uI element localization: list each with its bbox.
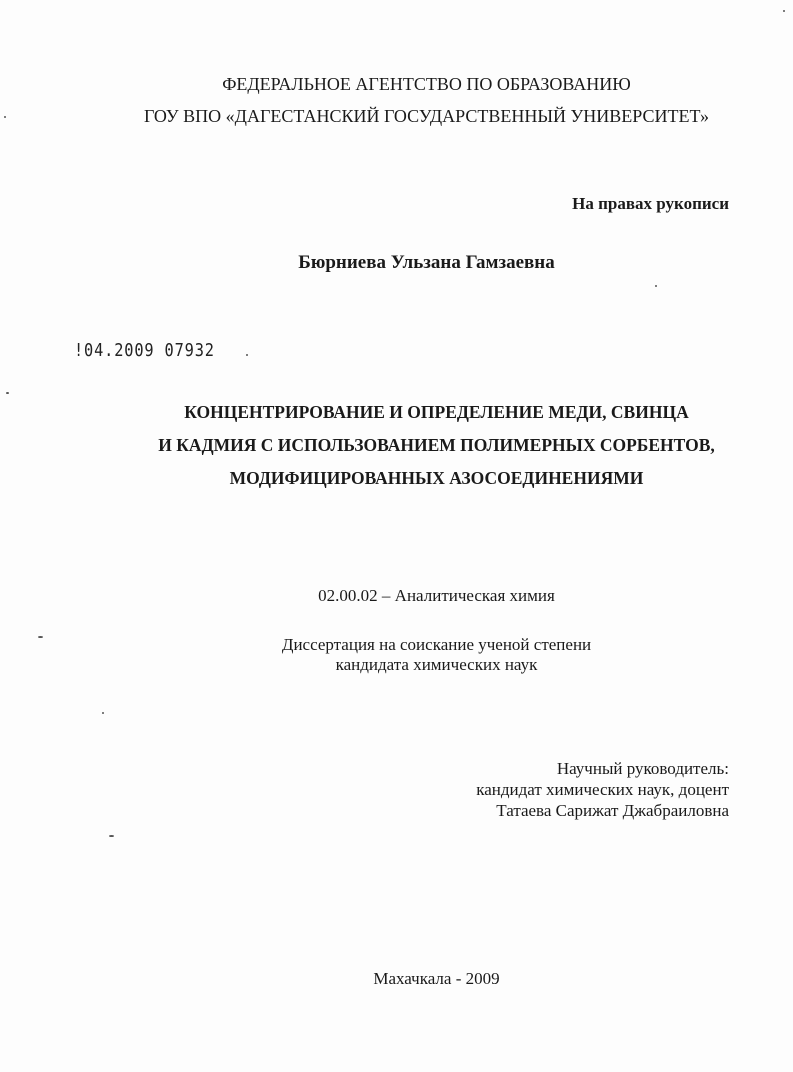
degree-statement-line-1: Диссертация на соискание ученой степени [281,635,592,654]
scan-speck [102,712,104,714]
manuscript-rights-note: На правах рукописи [572,194,729,213]
thesis-title-line-2: И КАДМИЯ С ИСПОЛЬЗОВАНИЕМ ПОЛИМЕРНЫХ СОРБЕНТОВ, [158,435,715,455]
advisor-degree: кандидат химических наук, доцент [476,780,729,799]
scan-speck [655,285,657,287]
advisor-name: Татаева Сарижат Джабраиловна [496,801,729,820]
city-year: Махачкала - 2009 [373,969,500,988]
degree-statement-line-2: кандидата химических наук [335,655,538,674]
thesis-title-line-1: КОНЦЕНТРИРОВАНИЕ И ОПРЕДЕЛЕНИЕ МЕДИ, СВИНЦА [184,402,689,422]
scan-speck [246,354,248,356]
agency-heading: ФЕДЕРАЛЬНОЕ АГЕНТСТВО ПО ОБРАЗОВАНИЮ [222,74,631,94]
registration-stamp: !04.2009 07932 [74,340,215,361]
scan-speck [38,636,43,638]
university-heading: ГОУ ВПО «ДАГЕСТАНСКИЙ ГОСУДАРСТВЕННЫЙ УНИВЕРСИТЕТ» [143,106,710,126]
specialty-code: 02.00.02 – Аналитическая химия [318,586,555,605]
scan-speck [4,116,6,118]
scan-speck [783,10,785,12]
thesis-title-line-3: МОДИФИЦИРОВАННЫХ АЗОСОЕДИНЕНИЯМИ [229,468,644,488]
scan-speck [109,835,114,837]
author-name: Бюрниева Ульзана Гамзаевна [298,252,555,273]
advisor-label: Научный руководитель: [556,759,729,778]
scan-speck [6,392,9,394]
